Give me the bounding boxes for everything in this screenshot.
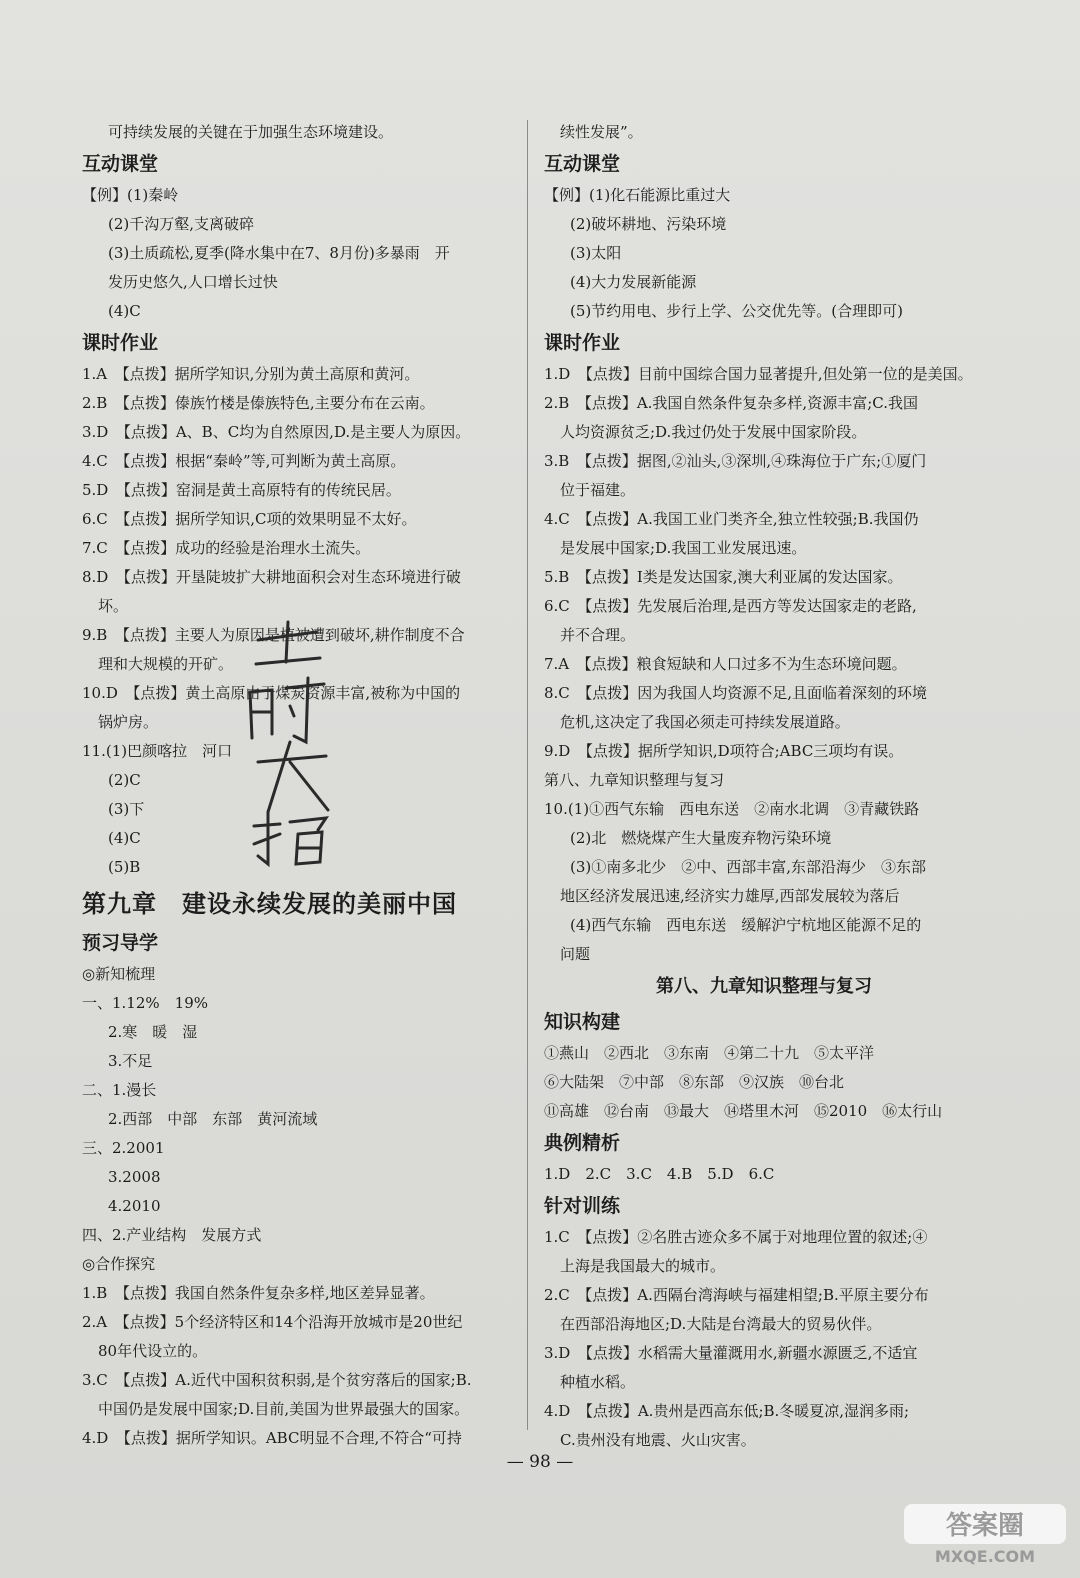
text-line: 问题 [560, 945, 591, 963]
section-heading: 课时作业 [544, 332, 621, 354]
text-line: 人均资源贫乏;D.我过仍处于发展中国家阶段。 [560, 423, 867, 441]
right-column [544, 118, 984, 1455]
text-line: 3.2008 [108, 1168, 161, 1186]
text-line: 8.D 【点拨】开垦陡坡扩大耕地面积会对生态环境进行破 [82, 568, 461, 586]
text-line: 7.C 【点拨】成功的经验是治理水土流失。 [82, 539, 371, 557]
text-line: ①燕山 ②西北 ③东南 ④第二十九 ⑤太平洋 [544, 1044, 875, 1062]
text-line: 可持续发展的关键在于加强生态环境建设。 [108, 123, 394, 141]
text-line: 4.D 【点拨】据所学知识。ABC明显不合理,不符合“可持 [82, 1429, 462, 1447]
text-line: 一、1.12% 19% [82, 994, 208, 1012]
text-line: (3)①南多北少 ②中、西部丰富,东部沿海少 ③东部 [570, 858, 927, 876]
text-line: 危机,这决定了我国必须走可持续发展道路。 [560, 713, 850, 731]
text-line: 6.C 【点拨】先发展后治理,是西方等发达国家走的老路, [544, 597, 917, 615]
review-title: 第八、九章知识整理与复习 [656, 976, 872, 997]
text-line: 11.(1)巴颜喀拉 河口 [82, 742, 233, 760]
text-line: 位于福建。 [560, 481, 636, 499]
text-line: 二、1.漫长 [82, 1081, 157, 1099]
text-line: 2.西部 中部 东部 黄河流域 [108, 1110, 318, 1128]
subsection-label: ◎合作探究 [82, 1255, 156, 1273]
section-heading: 典例精析 [544, 1132, 621, 1154]
text-line: (2)C [108, 771, 141, 789]
text-line: 2.B 【点拨】傣族竹楼是傣族特色,主要分布在云南。 [82, 394, 435, 412]
text-line: (4)西气东输 西电东送 缓解沪宁杭地区能源不足的 [570, 916, 922, 934]
text-line: 锅炉房。 [98, 713, 159, 731]
watermark-logo [900, 1500, 1070, 1570]
text-line: 四、2.产业结构 发展方式 [82, 1226, 262, 1244]
text-line: 是发展中国家;D.我国工业发展迅速。 [560, 539, 807, 557]
text-line: 80年代设立的。 [98, 1342, 208, 1360]
svg-text:MXQE.COM: MXQE.COM [934, 1547, 1036, 1566]
text-line: (4)C [108, 829, 141, 847]
text-line: 1.B 【点拨】我国自然条件复杂多样,地区差异显著。 [82, 1284, 435, 1302]
text-line: 10.D 【点拨】黄土高原由于煤炭资源丰富,被称为中国的 [82, 684, 461, 702]
text-line: (4)大力发展新能源 [570, 273, 697, 291]
text-line: 【例】(1)化石能源比重过大 [544, 186, 731, 204]
text-line: 【例】(1)秦岭 [82, 186, 179, 204]
section-heading: 互动课堂 [82, 153, 159, 175]
section-heading: 知识构建 [544, 1011, 621, 1033]
text-line: 第八、九章知识整理与复习 [544, 771, 725, 789]
text-line: (2)千沟万壑,支离破碎 [108, 215, 255, 233]
section-heading: 课时作业 [82, 332, 159, 354]
text-line: 2.B 【点拨】A.我国自然条件复杂多样,资源丰富;C.我国 [544, 394, 918, 412]
text-line: 并不合理。 [560, 626, 636, 644]
text-line: 2.A 【点拨】5个经济特区和14个沿海开放城市是20世纪 [82, 1313, 463, 1331]
column-divider [527, 120, 528, 1430]
text-line: 三、2.2001 [82, 1139, 165, 1157]
text-line: 10.(1)①西气东输 西电东送 ②南水北调 ③青藏铁路 [544, 800, 920, 818]
text-line: 在西部沿海地区;D.大陆是台湾最大的贸易伙伴。 [560, 1315, 882, 1333]
text-line: 9.D 【点拨】据所学知识,D项符合;ABC三项均有误。 [544, 742, 904, 760]
text-line: 9.B 【点拨】主要人为原因是植被遭到破坏,耕作制度不合 [82, 626, 465, 644]
text-line: (5)B [108, 858, 141, 876]
text-line: 1.A 【点拨】据所学知识,分别为黄土高原和黄河。 [82, 365, 420, 383]
text-line: 2.C 【点拨】A.西隔台湾海峡与福建相望;B.平原主要分布 [544, 1286, 929, 1304]
text-line: ⑥大陆架 ⑦中部 ⑧东部 ⑨汉族 ⑩台北 [544, 1073, 845, 1091]
text-line: (3)太阳 [570, 244, 622, 262]
page-number: — 98 — [506, 1452, 574, 1472]
text-line: 1.C 【点拨】②名胜古迹众多不属于对地理位置的叙述;④ [544, 1228, 928, 1246]
text-line: 种植水稻。 [560, 1373, 636, 1391]
text-line: 7.A 【点拨】粮食短缺和人口过多不为生态环境问题。 [544, 655, 907, 673]
section-heading: 互动课堂 [544, 153, 621, 175]
text-line: 理和大规模的开矿。 [98, 655, 234, 673]
text-line: 地区经济发展迅速,经济实力雄厚,西部发展较为落后 [560, 887, 900, 905]
chapter-title: 第九章 建设永续发展的美丽中国 [82, 890, 457, 918]
text-line: 3.D 【点拨】水稻需大量灌溉用水,新疆水源匮乏,不适宜 [544, 1344, 918, 1362]
text-line: 中国仍是发展中国家;D.目前,美国为世界最强大的国家。 [98, 1400, 470, 1418]
text-line: 2.寒 暖 湿 [108, 1023, 198, 1041]
text-line: 4.C 【点拨】根据“秦岭”等,可判断为黄土高原。 [82, 452, 406, 470]
text-line: 3.C 【点拨】A.近代中国积贫积弱,是个贫穷落后的国家;B. [82, 1371, 472, 1389]
text-line: 3.B 【点拨】据图,②汕头,③深圳,④珠海位于广东;①厦门 [544, 452, 927, 470]
text-line: 5.B 【点拨】Ⅰ类是发达国家,澳大利亚属的发达国家。 [544, 568, 903, 586]
text-line: 坏。 [98, 597, 129, 615]
text-line: 4.D 【点拨】A.贵州是西高东低;B.冬暖夏凉,湿润多雨; [544, 1402, 910, 1420]
text-line: 发历史悠久,人口增长过快 [108, 273, 278, 291]
text-line: 3.不足 [108, 1052, 153, 1070]
text-line: 上海是我国最大的城市。 [560, 1257, 726, 1275]
text-line: (5)节约用电、步行上学、公交优先等。(合理即可) [570, 302, 903, 320]
text-line: (3)下 [108, 800, 145, 818]
text-line: 6.C 【点拨】据所学知识,C项的效果明显不太好。 [82, 510, 417, 528]
text-line: (4)C [108, 302, 141, 320]
text-line: 4.2010 [108, 1197, 161, 1215]
subsection-label: ◎新知梳理 [82, 965, 156, 983]
text-line: 1.D 2.C 3.C 4.B 5.D 6.C [544, 1165, 775, 1183]
svg-text:答案圈: 答案圈 [945, 1511, 1025, 1541]
text-line: (2)北 燃烧煤产生大量废弃物污染环境 [570, 829, 832, 847]
text-line: (2)破坏耕地、污染环境 [570, 215, 727, 233]
text-line: 3.D 【点拨】A、B、C均为自然原因,D.是主要人为原因。 [82, 423, 471, 441]
text-line: 8.C 【点拨】因为我国人均资源不足,且面临着深刻的环境 [544, 684, 928, 702]
text-line: 续性发展”。 [560, 123, 643, 141]
handwriting-annotation [228, 612, 348, 872]
text-line: 1.D 【点拨】目前中国综合国力显著提升,但处第一位的是美国。 [544, 365, 973, 383]
text-line: ⑪高雄 ⑫台南 ⑬最大 ⑭塔里木河 ⑮2010 ⑯太行山 [544, 1102, 943, 1120]
section-heading: 预习导学 [82, 932, 159, 954]
text-line: 5.D 【点拨】窑洞是黄土高原特有的传统民居。 [82, 481, 401, 499]
text-line: 4.C 【点拨】A.我国工业门类齐全,独立性较强;B.我国仍 [544, 510, 919, 528]
text-line: C.贵州没有地震、火山灾害。 [560, 1431, 756, 1449]
section-heading: 针对训练 [544, 1195, 621, 1217]
text-line: (3)土质疏松,夏季(降水集中在7、8月份)多暴雨 开 [108, 244, 450, 262]
